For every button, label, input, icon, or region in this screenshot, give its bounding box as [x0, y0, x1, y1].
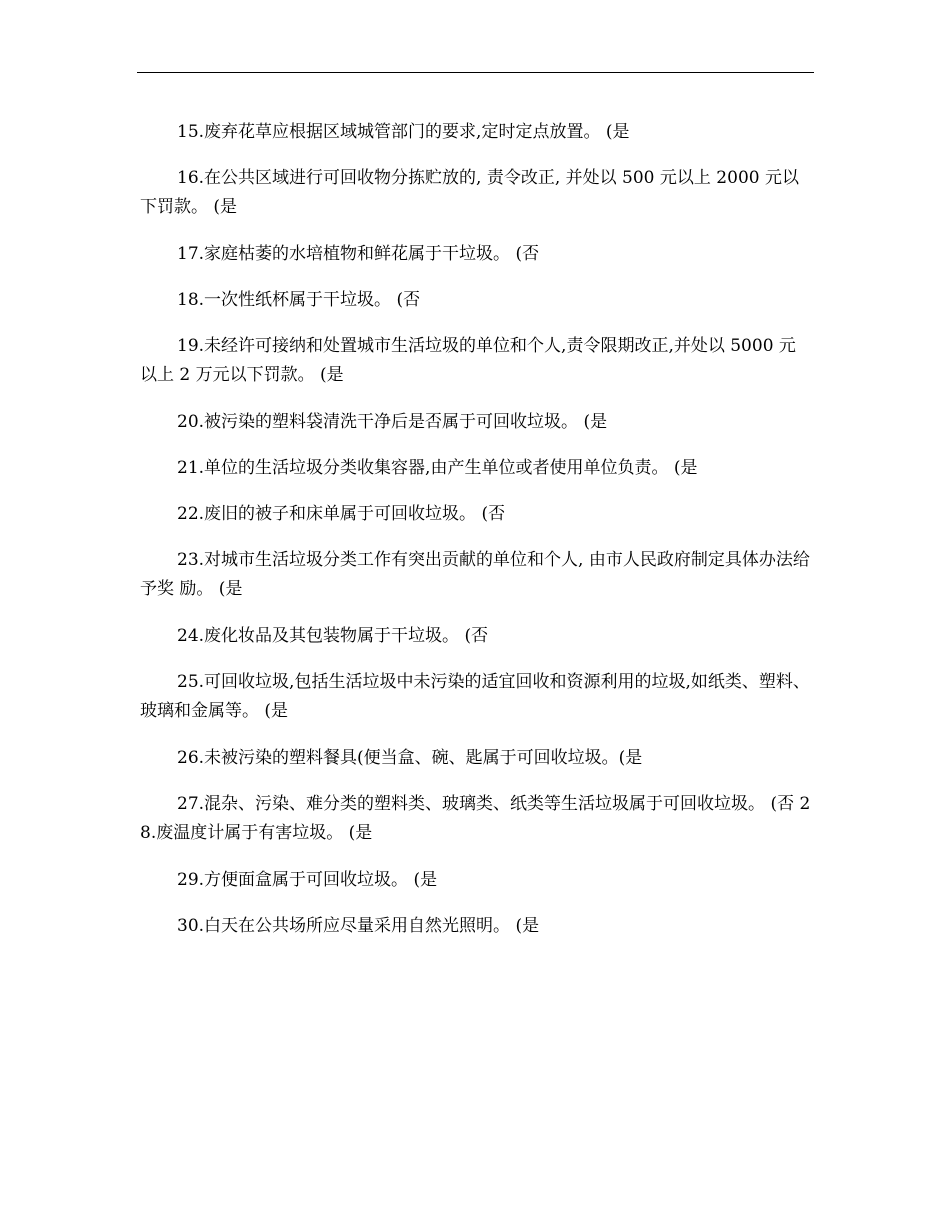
question-list: [140, 118, 812, 958]
question-item-17: 17.家庭枯萎的水培植物和鲜花属于干垃圾。 (否: [177, 244, 540, 264]
question-item-26: 26.未被污染的塑料餐具(便当盒、碗、匙属于可回收垃圾。(是: [177, 748, 643, 768]
question-item-20: 20.被污染的塑料袋清洗干净后是否属于可回收垃圾。 (是: [177, 412, 608, 432]
header-rule: [137, 72, 814, 73]
question-item-16: 16.在公共区域进行可回收物分拣贮放的, 责令改正, 并处以 500 元以上 2000 元以下罚款。 (是: [140, 168, 799, 217]
question-item-19: 19.未经许可接纳和处置城市生活垃圾的单位和个人,责令限期改正,并处以 5000 元以上 2 万元以下罚款。 (是: [140, 336, 796, 385]
question-item-21: 21.单位的生活垃圾分类收集容器,由产生单位或者使用单位负责。 (是: [177, 458, 698, 478]
question-item-23: 23.对城市生活垃圾分类工作有突出贡献的单位和个人, 由市人民政府制定具体办法给予奖 励。 (是: [140, 550, 810, 599]
question-item-22: 22.废旧的被子和床单属于可回收垃圾。 (否: [177, 504, 506, 524]
question-item-18: 18.一次性纸杯属于干垃圾。 (否: [177, 290, 421, 310]
question-item-15: 15.废弃花草应根据区域城管部门的要求,定时定点放置。 (是: [177, 122, 630, 142]
question-item-25: 25.可回收垃圾,包括生活垃圾中未污染的适宜回收和资源利用的垃圾,如纸类、塑料、 玻璃和金属等。 (是: [140, 672, 810, 721]
question-item-24: 24.废化妆品及其包装物属于干垃圾。 (否: [177, 626, 489, 646]
question-item-27-28: 27.混杂、污染、难分类的塑料类、玻璃类、纸类等生活垃圾属于可回收垃圾。 (否 28.废温度计属于有害垃圾。 (是: [140, 794, 811, 843]
question-item-30: 30.白天在公共场所应尽量采用自然光照明。 (是: [177, 916, 540, 936]
question-item-29: 29.方便面盒属于可回收垃圾。 (是: [177, 870, 438, 890]
